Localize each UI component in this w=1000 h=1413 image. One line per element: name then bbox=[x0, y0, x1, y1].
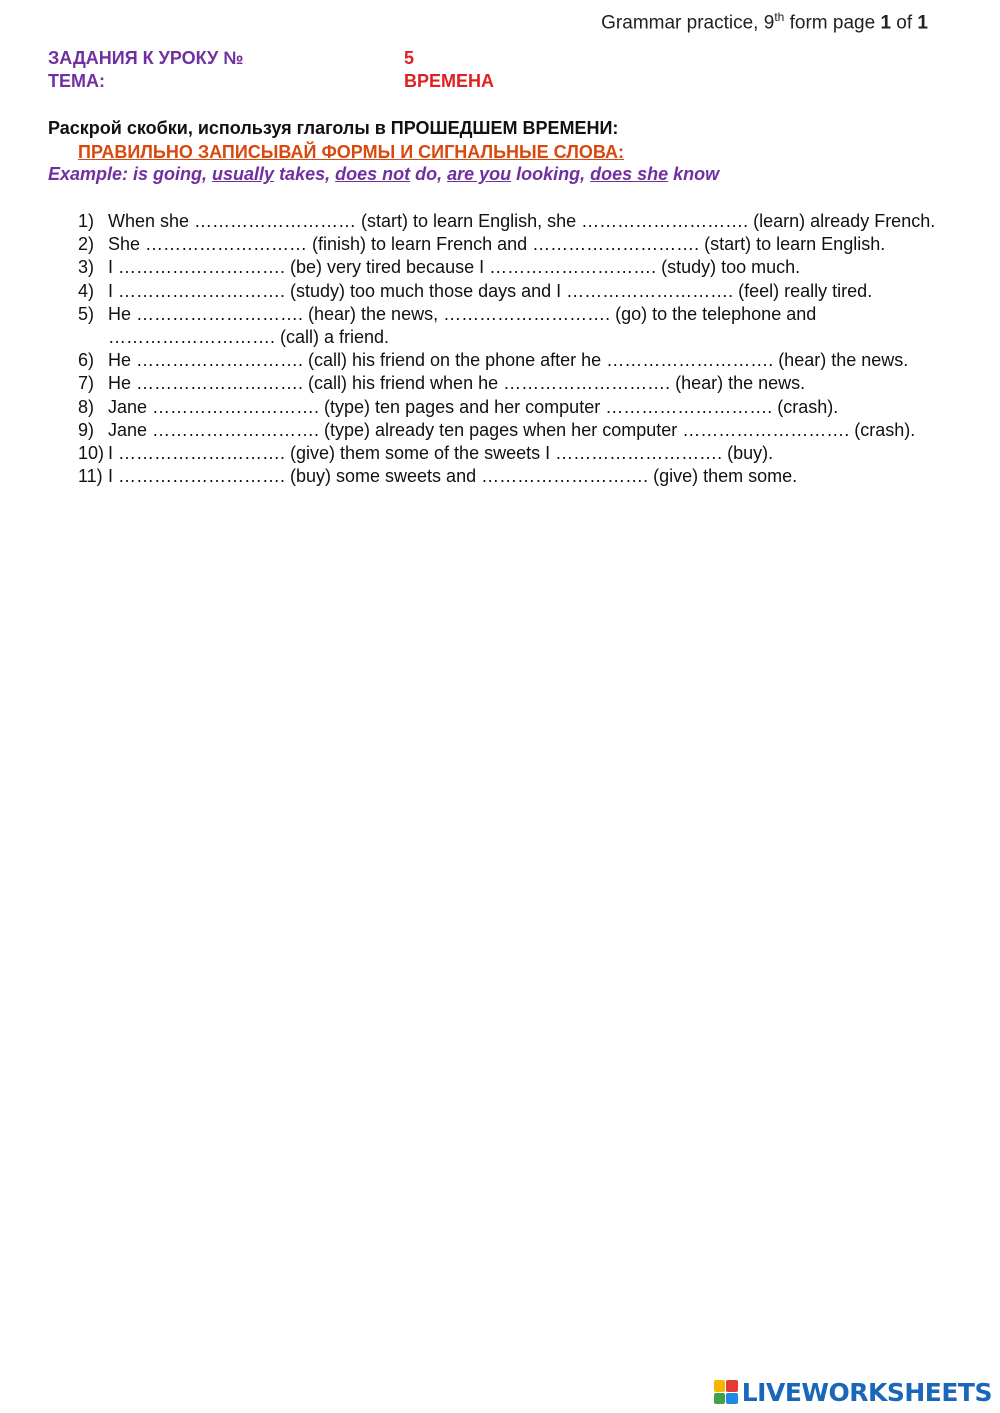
exercise-item bbox=[78, 465, 938, 488]
exercise-number: 5) bbox=[78, 303, 95, 324]
logo-square bbox=[726, 1380, 738, 1392]
exercise-number: 1) bbox=[78, 211, 95, 231]
header-prefix: Grammar practice, 9 bbox=[601, 12, 775, 34]
example-part: looking, bbox=[511, 164, 591, 184]
liveworksheets-logo[interactable] bbox=[714, 1377, 992, 1407]
example-underlined: does not bbox=[335, 164, 411, 184]
exercise-number: 2) bbox=[78, 234, 95, 255]
example-part: do, bbox=[410, 164, 448, 184]
header-middle: form page bbox=[784, 12, 881, 34]
exercise-item bbox=[78, 233, 938, 256]
exercise-text: She ……………………… (finish) to learn French and ………………………. (start) to learn English. bbox=[108, 234, 886, 255]
example-part: Example: is going, bbox=[48, 164, 213, 184]
logo-square bbox=[714, 1380, 726, 1392]
exercise-text: Jane ………………………. (type) ten pages and her computer ………………………. (crash). bbox=[108, 396, 839, 417]
exercise-number: 4) bbox=[78, 280, 95, 301]
exercise-text: I ………………………. (be) very tired because I ………………………. (study) too much. bbox=[108, 257, 801, 278]
exercise-number: 8) bbox=[78, 396, 95, 417]
header-of: of bbox=[891, 12, 918, 34]
example-underlined: usually bbox=[212, 164, 275, 184]
lesson-number: 5 bbox=[404, 48, 415, 68]
logo-text: LIVEWORKSHEETS bbox=[741, 1377, 992, 1407]
exercise-text: He ………………………. (hear) the news, ………………………. (go) to the telephone and ………………………. (call) a friend. bbox=[108, 303, 817, 348]
exercise-text: I ………………………. (study) too much those days and I ………………………. (feel) really tired. bbox=[108, 280, 873, 301]
logo-square bbox=[726, 1393, 738, 1405]
example-underlined: are you bbox=[447, 164, 512, 184]
example-underlined: does she bbox=[590, 164, 669, 184]
page-header bbox=[601, 10, 928, 34]
topic-label: ТЕМА: bbox=[48, 71, 105, 91]
exercise-number: 11) bbox=[78, 466, 103, 487]
header-page-number: 1 bbox=[880, 12, 892, 34]
exercise-text: He ………………………. (call) his friend when he ………………………. (hear) the news. bbox=[108, 373, 806, 394]
exercise-item bbox=[78, 280, 938, 303]
exercise-number: 10) bbox=[78, 443, 105, 464]
exercise-text: I ………………………. (buy) some sweets and ………………………. (give) them some. bbox=[108, 466, 798, 487]
exercise-item bbox=[78, 419, 938, 442]
exercise-item bbox=[78, 442, 938, 465]
exercise-text: When she ……………………… (start) to learn English, she ………………………. (learn) already French. bbox=[108, 211, 936, 231]
example-part: takes, bbox=[274, 164, 336, 184]
exercise-item bbox=[78, 372, 938, 395]
exercise-item bbox=[78, 303, 938, 349]
exercise-number: 6) bbox=[78, 350, 95, 371]
header-total-pages: 1 bbox=[917, 12, 928, 34]
warning: ПРАВИЛЬНО ЗАПИСЫВАЙ ФОРМЫ И СИГНАЛЬНЫЕ СЛОВА: bbox=[78, 142, 624, 162]
exercise-number: 9) bbox=[78, 419, 95, 440]
topic-value: ВРЕМЕНА bbox=[404, 71, 495, 91]
logo-grid-icon bbox=[714, 1380, 738, 1404]
example-line bbox=[48, 164, 719, 185]
instruction: Раскрой скобки, используя глаголы в ПРОШЕДШЕМ ВРЕМЕНИ: bbox=[48, 118, 619, 138]
header-sup: th bbox=[774, 10, 785, 24]
exercise-text: Jane ………………………. (type) already ten pages when her computer ………………………. (crash). bbox=[108, 419, 916, 440]
exercise-number: 7) bbox=[78, 373, 95, 394]
exercise-item bbox=[78, 256, 938, 279]
exercise-item bbox=[78, 396, 938, 419]
exercise-item bbox=[78, 349, 938, 372]
example-part: know bbox=[668, 164, 720, 184]
logo-square bbox=[714, 1393, 726, 1405]
exercise-text: He ………………………. (call) his friend on the phone after he ………………………. (hear) the news. bbox=[108, 350, 909, 371]
exercise-number: 3) bbox=[78, 257, 95, 278]
exercise-text: I ………………………. (give) them some of the sweets I ………………………. (buy). bbox=[108, 443, 774, 464]
exercise-list bbox=[78, 210, 938, 488]
lesson-label: ЗАДАНИЯ К УРОКУ № bbox=[48, 48, 244, 68]
exercise-item bbox=[78, 210, 938, 233]
